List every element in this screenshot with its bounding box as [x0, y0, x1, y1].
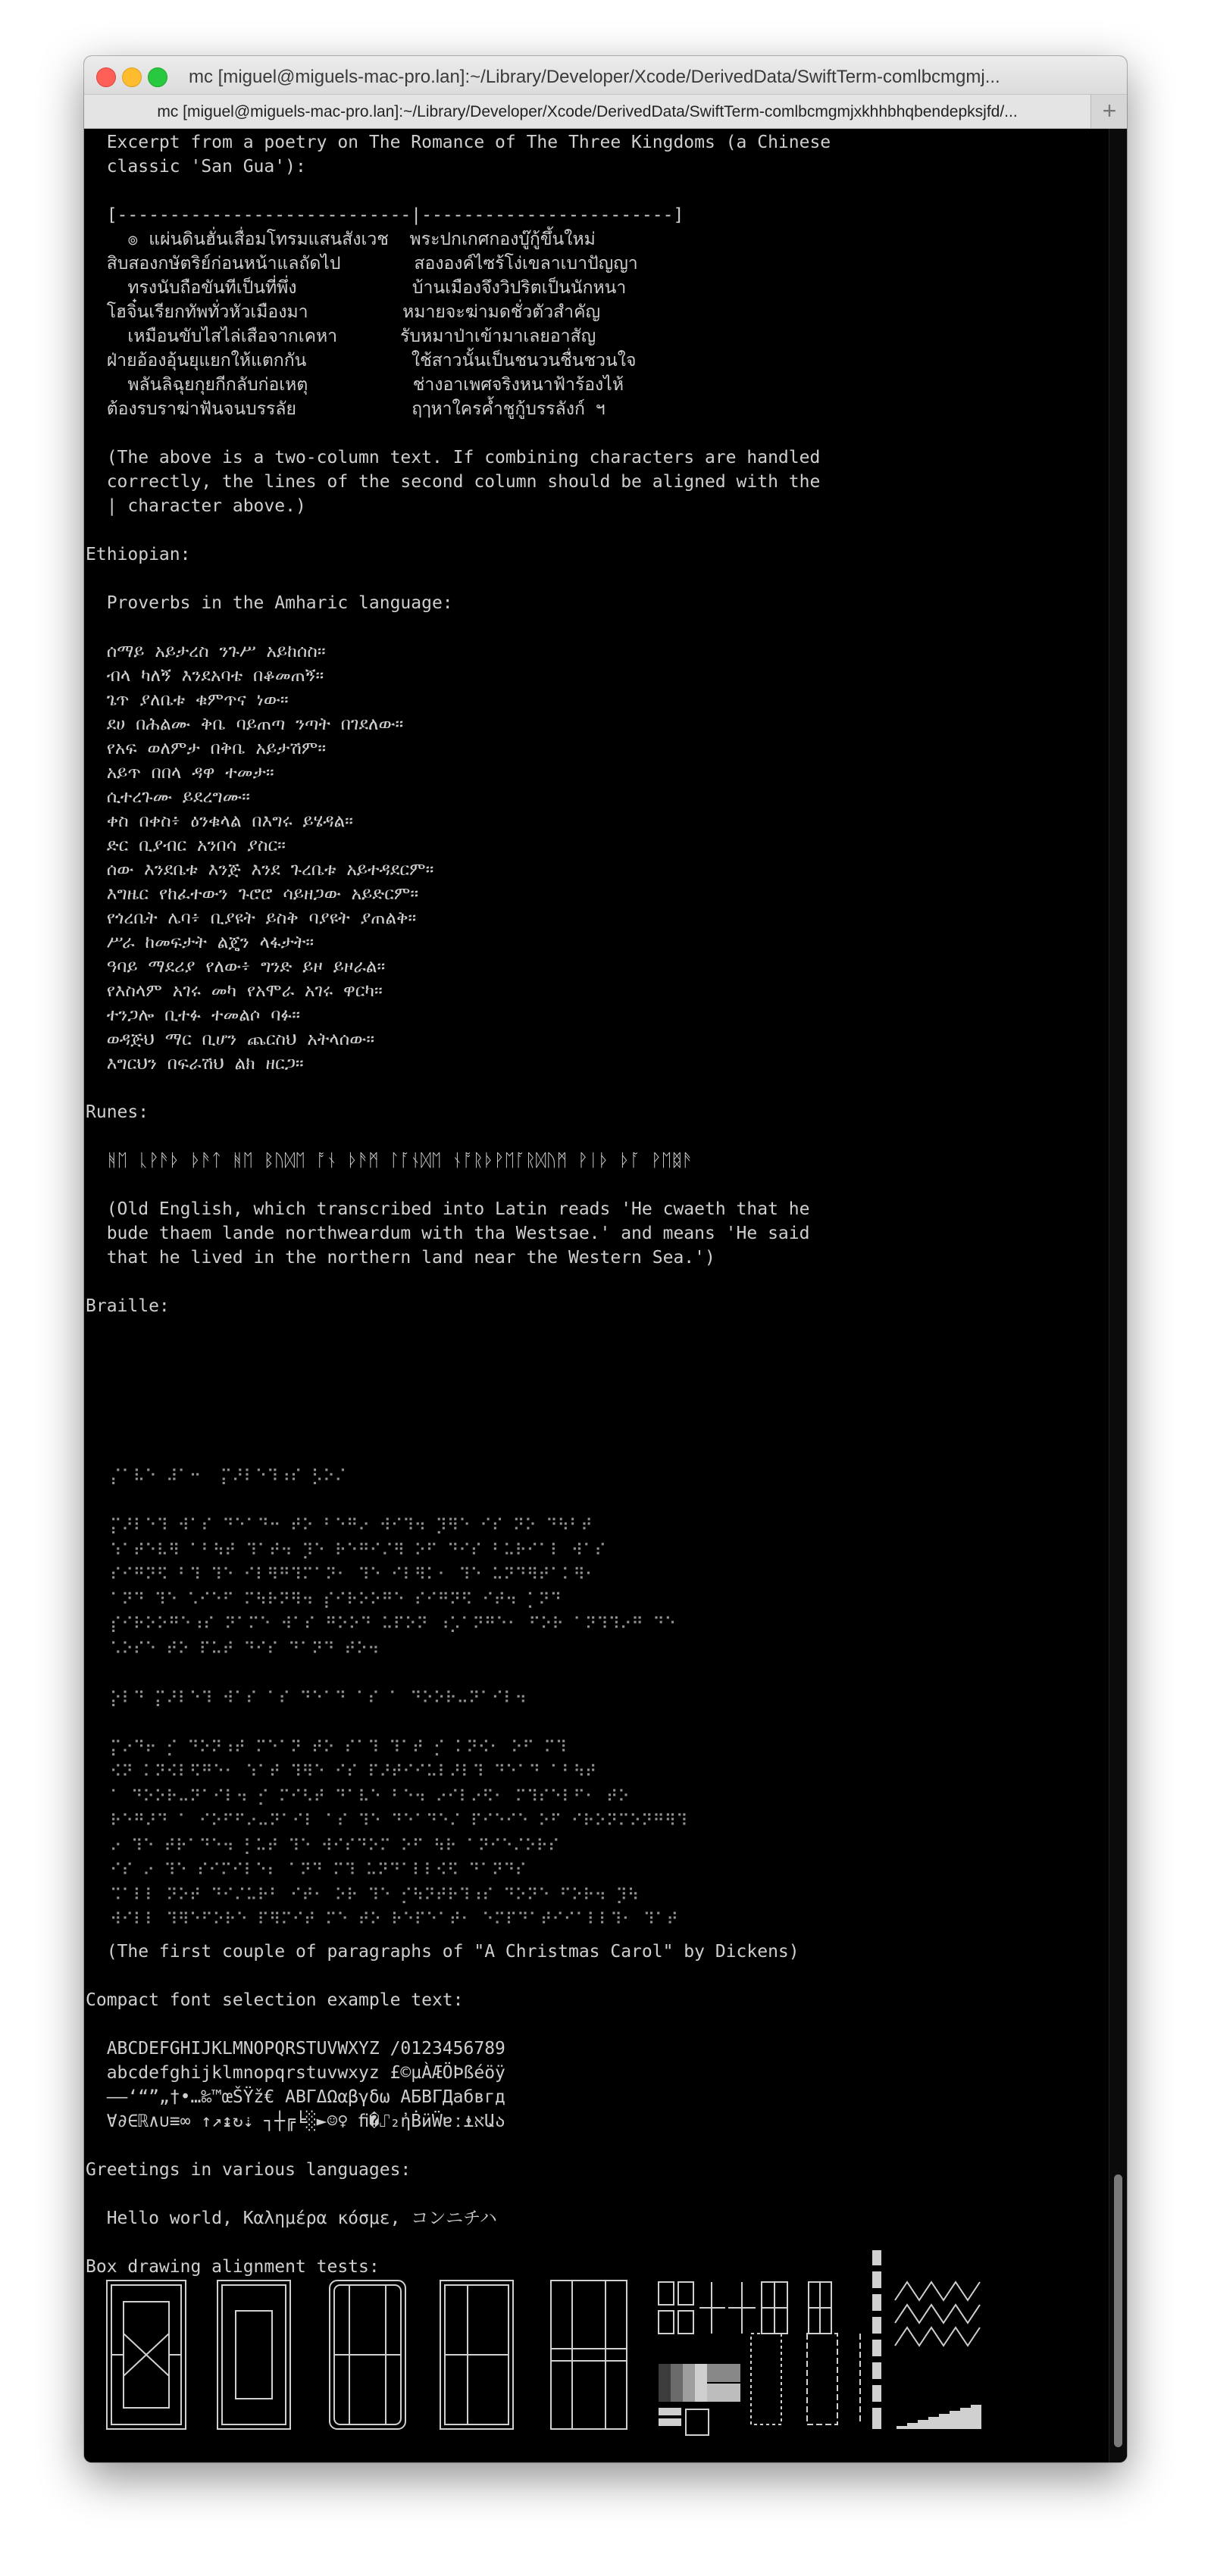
tab-mc[interactable] [84, 95, 1091, 128]
box-test-3 [330, 2281, 405, 2429]
box-test-small-grids [659, 2282, 831, 2334]
terminal-output-bottom: (The first couple of paragraphs of "A Christmas Carol" by Dickens) Compact font selection example text: ABCDEFGHIJKLMNOPQRSTUVWXYZ /0123456789 abcdefghijklmnopqrstuvwxyz £©µÀÆÖÞßéöÿ –—‘“”„†•…‰™œŠŸž€ ΑΒΓΔΩαβγδω АБВГДабвгд ∀∂∈ℝ∧∪≡∞ ↑↗↨↻⇣ ┐┼╔╘░►☺♀ ﬁ�⑀₂ἠḂӥẄɐː⍎אԱა Greetings in various languages: Hello world, Καλημέρα κόσμε, コンニチハ Box drawing alignment tests: [86, 1942, 800, 2277]
close-button[interactable] [96, 67, 116, 87]
terminal-window [84, 56, 1127, 2462]
vertical-scrollbar[interactable] [1109, 129, 1127, 2462]
box-test-shades [659, 2364, 740, 2426]
terminal-output-top: Excerpt from a poetry on The Romance of The Three Kingdoms (a Chinese classic 'San Gua'): [----------------------------|------------------------] ๏ แผ่นดินฮั่นเสื่อมโทรมแสนสังเวช พระปกเกศกองบู๊กู้ขึ้นใหม่ สิบสองกษัตริย์ก่อนหน้าแลถัดไป สององค์ไซร้โง่เขลาเบาปัญญา ทรงนับถือขันทีเป็นที่พึ่ง บ้านเมืองจึงวิปริตเป็นนักหนา โฮจิ๋นเรียกทัพทั่วหัวเมืองมา หมายจะฆ่ามดชั่วตัวสำคัญ เหมือนขับไสไล่เสือจากเคหา รับหมาป่าเข้ามาเลยอาสัญ ฝ่ายอ้องอุ้นยุแยกให้แตกกัน ใช้สาวนั้นเป็นชนวนชื่นชวนใจ พลันลิฉุยกุยกีกลับก่อเหตุ ช่างอาเพศจริงหนาฟ้าร้องไห้ ต้องรบราฆ่าฟันจนบรรลัย ฤๅหาใครค้ำชูกู้บรรลังก์ ฯ (The above is a two-column text. If combining characters are handled correctly, the lines of the second column should be aligned with the | character above.) Ethiopian: Proverbs in the Amharic language: ሰማይ አይታረስ ንጉሥ አይከሰስ። ብላ ካለኝ እንደአባቴ በቆመጠኝ። ጌጥ ያለቤቱ ቁምጥና ነው። ደሀ በሕልሙ ቅቤ ባይጠጣ ንጣት በገደለው። የአፍ ወለምታ በቅቤ አይታሽም። አይጥ በበላ ዳዋ ተመታ። ሲተረጉሙ ይደረግሙ። ቀስ በቀስ፥ ዕንቁላል በእግሩ ይሄዳል። ድር ቢያብር አንበሳ ያስር። ሰው እንደቤቱ እንጅ እንደ ጉረቤቱ አይተዳደርም። እግዜር የከፈተውን ጉሮሮ ሳይዘጋው አይድርም። የጎረቤት ሌባ፥ ቢያዩት ይስቅ ባያዩት ያጠልቅ። ሥራ ከመፍታት ልጄን ላፋታት። ዓባይ ማደሪያ የለው፥ ግንድ ይዞ ይዞራል። የእስላም አገሩ መካ የአሞራ አገሩ ዋርካ። ተንጋሎ ቢተፉ ተመልሶ ባፉ። ወዳጅህ ማር ቢሆን ጨርስህ አትላሰው። እግርህን በፍራሽህ ልክ ዘርጋ። Runes: ᚻᛖ ᚳᚹᚫᚦ ᚦᚫᛏ ᚻᛖ ᛒᚢᛞᛖ ᚩᚾ ᚦᚫᛗ ᛚᚪᚾᛞᛖ ᚾᚩᚱᚦᚹᛖᚪᚱᛞᚢᛗ ᚹᛁᚦ ᚦᚪ ᚹᛖᛥᚫ (Old English, which transcribed into Latin reads 'He cwaeth that he bude thaem lande northweardum with tha Westsae.' and means 'He said that he lived in the northern land near the Western Sea.') Braille: [86, 133, 831, 1316]
window-title: mc [miguel@miguels-mac-pro.lan]:~/Library/Developer/Xcode/DerivedData/SwiftTerm-comlbcmgmj... [189, 67, 1000, 87]
maximize-button[interactable] [148, 67, 167, 87]
box-test-staircase [897, 2405, 981, 2429]
box-drawing-tests [105, 2250, 1091, 2440]
tab-bar [84, 95, 1127, 129]
box-test-5 [551, 2281, 627, 2429]
box-test-4 [440, 2281, 513, 2429]
box-test-2 [217, 2281, 290, 2429]
title-bar[interactable] [84, 56, 1127, 95]
tab-label: mc [miguel@miguels-mac-pro.lan]:~/Library/Developer/Xcode/DerivedData/SwiftTerm-comlbcmgmjxkhhbhqbendepksjfd/... [157, 103, 1018, 120]
box-test-vertical-bars [872, 2250, 881, 2429]
box-test-1 [107, 2281, 186, 2429]
new-tab-icon[interactable]: + [1102, 97, 1117, 124]
terminal-screen[interactable] [84, 129, 1127, 2462]
scrollbar-thumb[interactable] [1114, 2174, 1122, 2447]
box-test-diagonals [895, 2282, 980, 2346]
braille-text: ⡌⠁⠧⠑ ⠼⠁⠒ ⡍⠜⠇⠑⠹⠰⠎ ⡣⠕⠌ ⡍⠜⠇⠑⠹ ⠺⠁⠎ ⠙⠑⠁⠙⠒ ⠞⠕ ⠃⠑⠛⠔ ⠺⠊⠹⠲ ⡹⠻⠑ ⠊⠎ ⠝⠕ ⠙⠳⠃⠞ ⠱⠁⠞⠑⠧⠻ ⠁⠃⠳⠞ ⠹⠁⠞⠲ ⡹⠑ ⠗⠑⠛⠊⠌⠻ ⠕⠋ ⠙⠊⠎ ⠃⠥⠗⠊⠁⠇ ⠺⠁⠎ ⠎⠊⠛⠝⠫ ⠃⠹ ⠹⠑ ⠊⠇⠻⠛⠹⠍⠁⠝⠂ ⠹⠑ ⠊⠇⠻⠅⠂ ⠹⠑ ⠥⠝⠙⠻⠞⠁⠅⠻⠂ ⠁⠝⠙ ⠹⠑ ⠡⠊⠑⠋ ⠍⠳⠗⠝⠻⠲ ⡎⠊⠗⠕⠕⠛⠑ ⠎⠊⠛⠝⠫ ⠊⠞⠲ ⡁⠝⠙ ⡎⠊⠗⠕⠕⠛⠑⠰⠎ ⠝⠁⠍⠑ ⠺⠁⠎ ⠛⠕⠕⠙ ⠥⠏⠕⠝ ⠰⡡⠁⠝⠛⠑⠂ ⠋⠕⠗ ⠁⠝⠹⠹⠔⠛ ⠙⠑ ⠡⠕⠎⠑ ⠞⠕ ⠏⠥⠞ ⠙⠊⠎ ⠙⠁⠝⠙ ⠞⠕⠲ ⡕⠇⠙ ⡍⠜⠇⠑⠹ ⠺⠁⠎ ⠁⠎ ⠙⠑⠁⠙ ⠁⠎ ⠁ ⠙⠕⠕⠗⠤⠝⠁⠊⠇⠲ ⡍⠔⠙⠖ ⡊ ⠙⠕⠝⠰⠞ ⠍⠑⠁⠝ ⠞⠕ ⠎⠁⠹ ⠹⠁⠞ ⡊ ⠅⠝⠪⠂ ⠕⠋ ⠍⠹ ⠪⠝ ⠅⠝⠪⠇⠫⠛⠑⠂ ⠱⠁⠞ ⠹⠻⠑ ⠊⠎ ⠏⠜⠞⠊⠊⠥⠇⠜⠇⠹ ⠙⠑⠁⠙ ⠁⠃⠳⠞ ⠁ ⠙⠕⠕⠗⠤⠝⠁⠊⠇⠲ ⡊ ⠍⠊⠣⠞ ⠙⠁⠧⠑ ⠃⠑⠲ ⠔⠊⠇⠔⠫⠂ ⠍⠹⠎⠑⠇⠋⠂ ⠞⠕ ⠗⠑⠛⠜⠙ ⠁ ⠊⠕⠋⠋⠔⠤⠝⠁⠊⠇ ⠁⠎ ⠹⠑ ⠙⠑⠁⠙⠑⠌ ⠏⠊⠑⠊⠑ ⠕⠋ ⠊⠗⠕⠝⠍⠕⠝⠛⠻⠹ ⠔ ⠹⠑ ⠞⠗⠁⠙⠑⠲ ⡃⠥⠞ ⠹⠑ ⠺⠊⠎⠙⠕⠍ ⠕⠋ ⠳⠗ ⠁⠝⠊⠑⠌⠕⠗⠎ ⠊⠎ ⠔ ⠹⠑ ⠎⠊⠍⠊⠇⠑⠆ ⠁⠝⠙ ⠍⠹ ⠥⠝⠙⠁⠇⠇⠪⠫ ⠙⠁⠝⠙⠎ ⠩⠁⠇⠇ ⠝⠕⠞ ⠙⠊⠌⠥⠗⠃ ⠊⠞⠂ ⠕⠗ ⠹⠑ ⡊⠳⠝⠞⠗⠹⠰⠎ ⠙⠕⠝⠑ ⠋⠕⠗⠲ ⡹⠳ ⠺⠊⠇⠇ ⠹⠻⠑⠋⠕⠗⠑ ⠏⠻⠍⠊⠞ ⠍⠑ ⠞⠕ ⠗⠑⠏⠑⠁⠞⠂ ⠑⠍⠏⠙⠁⠞⠊⠊⠁⠇⠇⠹⠂ ⠹⠁⠞ [110, 1467, 688, 1928]
minimize-button[interactable] [122, 67, 142, 87]
